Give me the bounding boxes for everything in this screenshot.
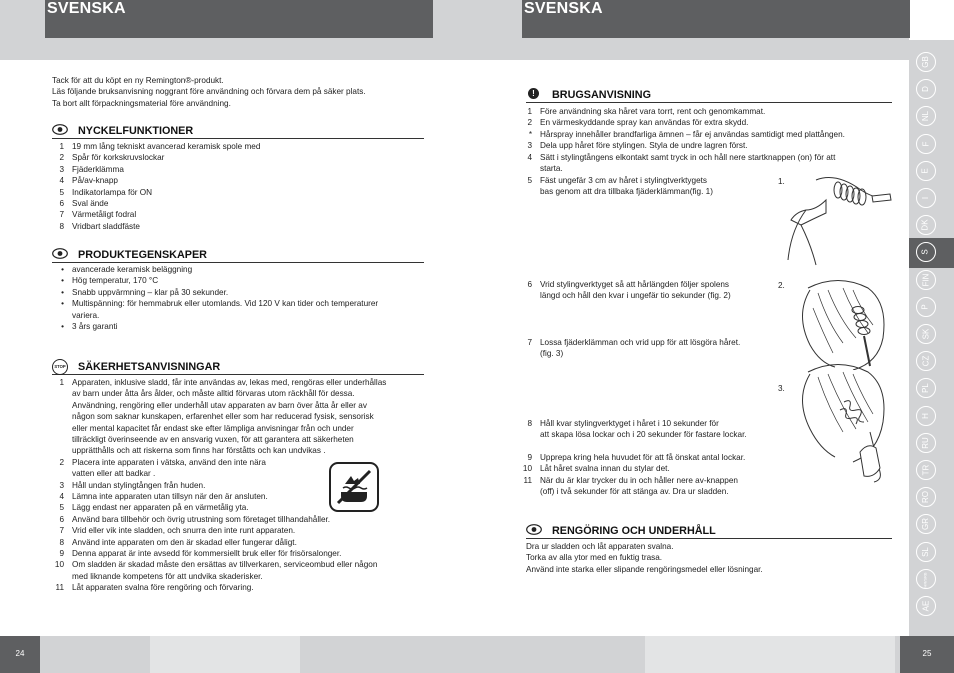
fig-3-illustration: [788, 362, 892, 486]
item-text: Sätt i stylingtångens elkontakt samt tryck in och håll nere startknappen (on) för att: [540, 152, 836, 162]
list-item: [520, 475, 820, 486]
list-item: [52, 152, 424, 163]
item-text: En värmeskyddande spray kan användas för extra skydd.: [540, 118, 749, 128]
item-number: 8: [527, 419, 532, 428]
language-tab-label: D: [921, 86, 930, 93]
features-list: [52, 141, 424, 232]
language-tab-sl[interactable]: [916, 542, 936, 562]
language-tab-label: DK: [921, 219, 930, 231]
item-text: Värmetåligt fodral: [72, 210, 137, 220]
item-text: På/av-knapp: [72, 176, 118, 186]
item-text: Dela upp håret före stylingen. Styla de undre lagren först.: [540, 141, 748, 151]
item-text-continued: Användning, rengöring eller underhåll utav apparaten av barn över åtta år eller av: [72, 400, 367, 410]
language-tab-label: AE: [920, 600, 930, 612]
no-bath-icon: [329, 462, 379, 512]
cleaning-line: Torka av alla ytor med en fuktig trasa.: [526, 553, 663, 563]
item-text: Multispänning: för hemmabruk eller utomlands. Vid 120 V kan tider och temperaturer: [72, 299, 379, 309]
language-tab-label: E: [921, 168, 930, 174]
language-tab-label: I: [920, 196, 930, 200]
item-text-continued: bas genom att dra tillbaka fjäderklämman(fig. 1): [540, 187, 713, 197]
language-tab-e[interactable]: [916, 161, 936, 181]
bullet: •: [61, 265, 64, 274]
list-item: [52, 198, 424, 209]
item-number: 2: [59, 153, 64, 163]
list-item: [520, 106, 892, 117]
list-item: [52, 298, 424, 309]
item-number: 1: [59, 142, 64, 151]
cleaning-text: [526, 541, 892, 575]
list-item: [52, 187, 424, 198]
properties-list: [52, 264, 424, 332]
item-text: Hårspray innehåller brandfarliga ämnen – får ej användas samtidigt med plattången.: [540, 129, 845, 139]
right-page-number: 25: [900, 636, 954, 673]
item-text: Lämna inte apparaten utan tillsyn när den är ansluten.: [72, 492, 268, 502]
usage-title: BRUGSANVISNING: [552, 89, 651, 101]
language-tab-label: GR: [921, 518, 930, 531]
item-text: Före användning ska håret vara torrt, rent och genomkammat.: [540, 107, 766, 116]
item-number: 8: [59, 221, 64, 231]
list-item: [52, 582, 430, 593]
item-number: 3: [59, 480, 64, 490]
eye-icon: [52, 248, 68, 259]
usage-list-end: [520, 452, 820, 498]
item-number: 8: [59, 537, 64, 547]
usage-step-5: [520, 175, 780, 198]
list-item: [520, 463, 820, 474]
usage-step-7: [520, 337, 780, 360]
item-number: 5: [59, 503, 64, 513]
bullet: •: [61, 276, 64, 286]
language-tab-label: RU: [921, 437, 930, 449]
item-text: Låt apparaten svalna före rengöring och förvaring.: [72, 583, 254, 593]
item-number: 5: [59, 187, 64, 197]
item-number: 6: [527, 280, 532, 289]
item-text: Om sladden är skadad måste den ersättas av tillverkaren, serviceombud eller någon: [72, 560, 378, 570]
fig-2-illustration: [788, 278, 892, 370]
item-text: Lägg endast ner apparaten på en värmetålig yta.: [72, 503, 249, 513]
item-text-continued: starta.: [540, 163, 563, 173]
list-item: [52, 264, 424, 275]
item-number: 7: [59, 526, 64, 536]
item-text: När du är klar trycker du in och håller nere av-knappen: [540, 475, 738, 485]
fig-label-1: 1.: [778, 177, 785, 186]
item-text: Apparaten, inklusive sladd, får inte användas av, lekas med, rengöras eller underhållas: [72, 378, 387, 387]
item-text: Fäst ungefär 3 cm av håret i stylingtverktygets: [540, 176, 708, 185]
language-tab-label: FIN: [920, 273, 930, 287]
fig-label-3: 3.: [778, 384, 785, 393]
item-number: 2: [527, 118, 532, 128]
fig-label-2: 2.: [778, 281, 785, 290]
item-text-continued: eller mental kapacitet får endast ske efter lämpliga anvisningar från och under: [72, 423, 354, 433]
cleaning-line: Dra ur sladden och låt apparaten svalna.: [526, 542, 674, 551]
item-text: Använd inte apparaten om den är skadad eller fungerar dåligt.: [72, 537, 297, 547]
item-text-continued: (fig. 3): [540, 349, 564, 359]
language-tab-label: GB: [921, 56, 930, 68]
fig-1-illustration: [786, 170, 892, 266]
intro-line: Tack för att du köpt en ny Remington®-produkt.: [52, 76, 224, 85]
item-text: Vridbart sladdfäste: [72, 221, 140, 231]
item-number: 9: [527, 453, 532, 462]
language-tab-label: F: [920, 141, 930, 147]
list-item: [520, 117, 892, 128]
item-text: Använd bara tillbehör och övrig utrustning som företaget tillhandahåller.: [72, 514, 331, 524]
item-number: 7: [527, 338, 532, 347]
item-text-continued: variera.: [72, 310, 100, 320]
properties-title: PRODUKTEGENSKAPER: [78, 249, 207, 261]
left-header: SVENSKA: [45, 0, 433, 38]
eye-icon: [526, 524, 542, 535]
item-number: 7: [59, 210, 64, 220]
language-tab-label: NL: [920, 111, 930, 122]
list-item: [520, 152, 892, 163]
item-text: Denna apparat är inte avsedd för kommersiellt bruk eller för frisörsalonger.: [72, 548, 342, 558]
list-item: [52, 209, 424, 220]
item-text: Spår för korkskruvslockar: [72, 153, 165, 163]
item-text-continued: av barn under åtta års ålder, och måste alltid förvaras utom räckhåll för dessa.: [72, 389, 355, 399]
item-text-continued: någon som saknar kunskapen, erfarenhet eller som har reducerad fysisk, sensorisk: [72, 412, 374, 422]
intro-text: [52, 75, 432, 109]
language-tab-sk[interactable]: [916, 324, 936, 344]
stop-icon: STOP: [52, 359, 68, 375]
item-text: Håll kvar stylingverktyget i håret i 10 sekunder för: [540, 419, 719, 428]
item-text-continued: längd och håll den kvar i ungefär tio sekunder (fig. 2): [540, 291, 731, 301]
list-item: [52, 537, 430, 548]
language-tab-label: PL: [920, 383, 930, 394]
bullet: •: [61, 287, 64, 297]
item-number: 1: [59, 378, 64, 387]
item-number: 11: [55, 583, 64, 593]
intro-line: Läs följande bruksanvisning noggrant före användning och förvara dem på säker plats.: [52, 87, 366, 97]
item-text: Sval ände: [72, 198, 109, 208]
language-tab-hr-srb[interactable]: [916, 569, 936, 589]
list-item: [520, 418, 800, 429]
list-item: [52, 548, 430, 559]
usage-step-6: [520, 279, 780, 302]
item-text-continued: att skapa lösa lockar och i 20 sekunder för fastare lockar.: [540, 430, 747, 440]
item-text-continued: upprätthålls och att riskerna som finns har förståtts och kan undvikas .: [72, 446, 326, 456]
list-item: [52, 559, 430, 570]
list-item: [52, 275, 424, 286]
right-footer-light: [645, 636, 895, 673]
features-title: NYCKELFUNKTIONER: [78, 125, 194, 137]
language-tab-ae[interactable]: [916, 596, 936, 616]
language-tab-label: RO: [921, 491, 930, 504]
language-tab-label: HR/SRB: [923, 572, 928, 588]
cleaning-line: Använd inte starka eller slipande rengöringsmedel eller lösningar.: [526, 564, 763, 574]
item-number: *: [528, 129, 532, 139]
language-tab-label: TR: [920, 464, 930, 476]
list-item: [52, 321, 424, 332]
language-tab-p[interactable]: [916, 297, 936, 317]
item-number: 3: [59, 164, 64, 174]
item-number: 1: [527, 107, 532, 116]
list-item: [52, 221, 424, 232]
list-item: [52, 514, 430, 525]
list-item: [520, 175, 780, 186]
item-number: 6: [59, 198, 64, 208]
item-number: 4: [527, 152, 532, 162]
list-item: [52, 377, 430, 388]
list-item: [52, 175, 424, 186]
list-item: [520, 279, 780, 290]
item-text: 19 mm lång tekniskt avancerad keramisk spole med: [72, 142, 261, 151]
item-text: Låt håret svalna innan du stylar det.: [540, 464, 670, 474]
item-text: Indikatorlampa för ON: [72, 187, 153, 197]
item-number: 10: [522, 464, 532, 474]
language-tab-label: CZ: [920, 355, 930, 367]
item-number: 10: [54, 560, 64, 570]
item-text: Lossa fjäderklämman och vrid upp för att lösgöra håret.: [540, 338, 741, 347]
item-text: Håll undan stylingtången från huden.: [72, 480, 206, 490]
item-number: 2: [59, 457, 64, 467]
item-text-continued: vatten eller att badkar .: [72, 469, 156, 479]
language-tab-gb[interactable]: [916, 52, 936, 72]
item-number: 3: [527, 141, 532, 151]
language-tab-label: P: [921, 304, 930, 310]
usage-heading: [526, 88, 892, 103]
language-tab-fin[interactable]: [916, 270, 936, 290]
intro-line: Ta bort allt förpackningsmaterial före användning.: [52, 98, 231, 108]
item-number: 11: [523, 475, 532, 485]
item-text: Upprepa kring hela huvudet för att få önskat antal lockar.: [540, 453, 746, 462]
list-item: [520, 452, 820, 463]
list-item: [520, 129, 892, 140]
language-tab-tr[interactable]: [916, 460, 936, 480]
language-tab-f[interactable]: [916, 134, 936, 154]
safety-heading: [52, 360, 424, 375]
safety-title: SÄKERHETSANVISNINGAR: [78, 361, 221, 373]
item-text: Placera inte apparaten i vätska, använd den inte nära: [72, 457, 266, 467]
item-number: 4: [59, 492, 64, 502]
usage-list: [520, 106, 892, 174]
item-number: 9: [59, 548, 64, 558]
item-text: avancerade keramisk beläggning: [72, 265, 193, 274]
left-footer-light: [150, 636, 300, 673]
bullet: •: [61, 321, 64, 331]
properties-heading: [52, 248, 424, 263]
language-tab-label: SK: [920, 328, 930, 340]
item-number: 4: [59, 176, 64, 186]
list-item: [52, 141, 424, 152]
item-number: 5: [527, 176, 532, 185]
cleaning-title: RENGÖRING OCH UNDERHÅLL: [552, 525, 716, 537]
list-item: [52, 164, 424, 175]
language-tab-h[interactable]: [916, 406, 936, 426]
warning-icon: !: [528, 88, 539, 99]
item-text: Snabb uppvärmning – klar på 30 sekunder.: [72, 287, 229, 297]
list-item: [520, 140, 892, 151]
list-item: [52, 287, 424, 298]
features-heading: [52, 124, 424, 139]
item-text: 3 års garanti: [72, 321, 118, 331]
usage-step-8: [520, 418, 800, 441]
item-text-continued: med liknande kompetens för att undvika skaderisker.: [72, 571, 263, 581]
list-item: [52, 525, 430, 536]
item-number: 6: [59, 514, 64, 524]
item-text-continued: (off) i två sekunder för att stänga av. Dra ur sladden.: [540, 487, 729, 497]
item-text: Vrid eller vik inte sladden, och snurra den inte runt apparaten.: [72, 526, 296, 536]
item-text: Hög temperatur, 170 °C: [72, 276, 159, 286]
right-header: SVENSKA: [522, 0, 910, 38]
language-tab-label: SL: [920, 546, 930, 557]
bullet: •: [61, 299, 64, 309]
cleaning-heading: [526, 524, 892, 539]
item-text: Fjäderklämma: [72, 164, 124, 174]
item-text-continued: tillräckligt överinseende av en ansvarig vuxen, för att garantera att säkerheten: [72, 435, 354, 445]
eye-icon: [52, 124, 68, 135]
language-tab-label: S: [921, 249, 930, 256]
language-tab-label: H: [921, 412, 930, 419]
language-tab-i[interactable]: [916, 188, 936, 208]
list-item: [520, 337, 780, 348]
left-page-number: 24: [0, 636, 40, 673]
language-tab-ru[interactable]: [916, 433, 936, 453]
item-text: Vrid stylingverktyget så att hårlängden följer spolens: [540, 280, 730, 289]
